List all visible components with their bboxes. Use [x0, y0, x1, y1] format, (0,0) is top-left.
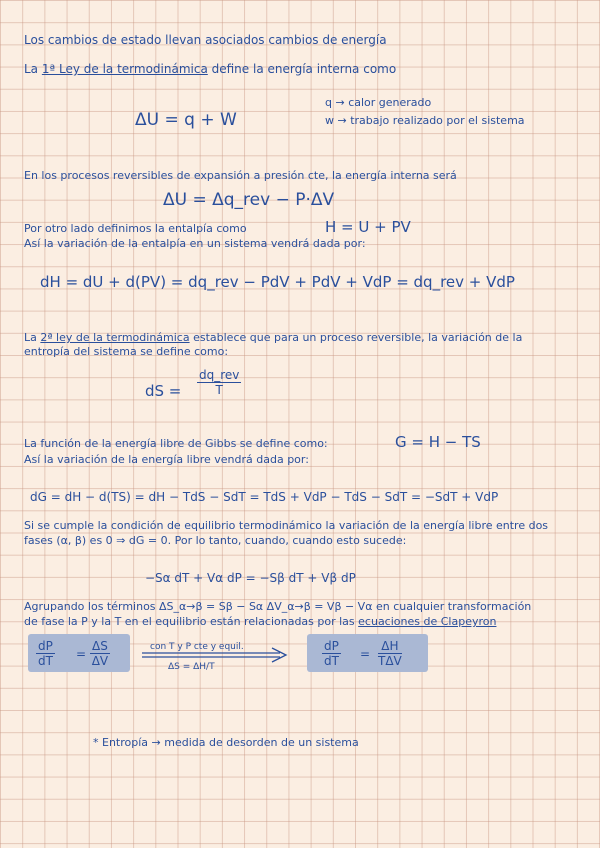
- first-law-label: 1ª Ley de la termodinámica: [41, 62, 208, 76]
- text-line-10: Si se cumple la condición de equilibrio termodinámico la variación de la energía libre entre dos: [24, 519, 549, 532]
- equation-phase-equilibrium: −Sα dT + Vα dP = −Sβ dT + Vβ dP: [145, 571, 356, 585]
- text-line-3: En los procesos reversibles de expansión a presión cte, la energía interna será: [24, 169, 457, 182]
- text-line-5: Así la variación de la entalpía en un sistema vendrá dada por:: [24, 237, 366, 250]
- implication-arrow-icon: [140, 646, 290, 666]
- clapeyron-link: ecuaciones de Clapeyron: [358, 615, 497, 628]
- text-line-9: Así la variación de la energía libre vendrá dada por:: [24, 453, 309, 466]
- equation-reversible-expansion: ΔU = Δq_rev − P·ΔV: [163, 190, 335, 210]
- equation-entropy-fraction: [197, 368, 241, 397]
- text-line-6-pre: La: [24, 331, 37, 344]
- equals-sign-right: =: [360, 647, 371, 661]
- equation-enthalpy: H = U + PV: [325, 218, 411, 236]
- arrow-label: con T y P cte y equil.: [150, 642, 244, 652]
- text-line-2-pre: La: [24, 62, 39, 76]
- fraction-dp-dt-right-num: dP: [324, 639, 339, 653]
- second-law-label: 2ª ley de la termodinámica: [40, 331, 190, 344]
- legend-q: q → calor generado: [325, 96, 432, 109]
- fraction-dp-dt-right-den: dT: [323, 654, 339, 668]
- text-line-6-post: establece que para un proceso reversible, la variación de la: [193, 331, 523, 344]
- equation-internal-energy: ΔU = q + W: [135, 110, 237, 130]
- arrow-sublabel: ΔS = ΔH/T: [168, 662, 215, 672]
- text-line-13: [24, 615, 496, 628]
- fraction-ds-dv-den: ΔV: [91, 654, 109, 668]
- equation-gibbs-differential: dG = dH − d(TS) = dH − TdS − SdT = TdS + VdP − TdS − SdT = −SdT + VdP: [30, 490, 499, 504]
- footnote-entropy: * Entropía → medida de desorden de un sistema: [93, 736, 359, 749]
- fraction-ds-dv: [90, 639, 110, 668]
- entropy-numerator: dq_rev: [199, 368, 240, 382]
- text-line-2: [24, 62, 396, 76]
- text-line-1: Los cambios de estado llevan asociados cambios de energía: [24, 33, 387, 47]
- text-line-6: [24, 331, 522, 344]
- text-line-8: La función de la energía libre de Gibbs se define como:: [24, 437, 328, 450]
- fraction-dp-dt-left-num: dP: [38, 639, 53, 653]
- entropy-denominator: T: [215, 383, 223, 397]
- text-line-4: Por otro lado definimos la entalpía como: [24, 222, 247, 235]
- fraction-ds-dv-num: ΔS: [92, 639, 108, 653]
- equation-gibbs: G = H − TS: [395, 433, 481, 451]
- text-line-2-post: define la energía interna como: [211, 62, 397, 76]
- fraction-dh-tdv-den: TΔV: [378, 654, 402, 668]
- equals-sign-left: =: [76, 647, 87, 661]
- equation-enthalpy-differential: dH = dU + d(PV) = dq_rev − PdV + PdV + VdP = dq_rev + VdP: [40, 273, 515, 291]
- text-line-13-pre: de fase la P y la T en el equilibrio están relacionadas por las: [24, 615, 355, 628]
- text-line-12: Agrupando los términos ΔS_α→β = Sβ − Sα ΔV_α→β = Vβ − Vα en cualquier transformación: [24, 600, 532, 613]
- fraction-dp-dt-left-den: dT: [37, 654, 53, 668]
- legend-w: w → trabajo realizado por el sistema: [325, 114, 525, 127]
- fraction-dp-dt-right: [322, 639, 341, 668]
- fraction-dh-tdv: [378, 639, 402, 668]
- text-line-11: fases (α, β) es 0 ⇒ dG = 0. Por lo tanto, cuando, cuando esto sucede:: [24, 534, 407, 547]
- fraction-dp-dt-left: [36, 639, 55, 668]
- equation-entropy-lhs: dS =: [145, 382, 182, 400]
- text-line-7: entropía del sistema se define como:: [24, 345, 229, 358]
- fraction-dh-tdv-num: ΔH: [378, 639, 402, 654]
